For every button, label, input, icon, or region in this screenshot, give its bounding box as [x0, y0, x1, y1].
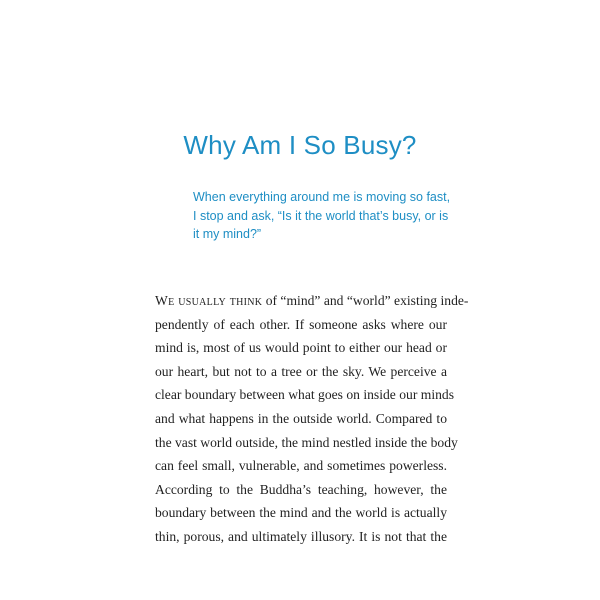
- body-line: the vast world outside, the mind nestled inside the body: [155, 434, 458, 450]
- epigraph-line: I stop and ask, “Is it the world that’s busy, or is: [193, 208, 449, 223]
- body-line-first: [155, 289, 469, 313]
- body-line: and what happens in the outside world. Compared to: [155, 410, 447, 426]
- body-line: pendently of each other. If someone asks where our: [155, 316, 447, 332]
- body-line: our heart, but not to a tree or the sky. We perceive a: [155, 363, 447, 379]
- body-line: can feel small, vulnerable, and sometimes powerless.: [155, 458, 447, 474]
- body-line: thin, porous, and ultimately illusory. It is not that the: [155, 528, 447, 544]
- body-line: According to the Buddha’s teaching, however, the: [155, 481, 447, 497]
- body-line: boundary between the mind and the world is actually: [155, 505, 447, 521]
- body-text: [155, 289, 469, 549]
- chapter-title: Why Am I So Busy?: [183, 130, 417, 160]
- chapter-epigraph: [193, 188, 451, 244]
- body-line: clear boundary between what goes on inside our minds: [155, 387, 454, 403]
- body-line: mind is, most of us would point to either our head or: [155, 340, 447, 356]
- lead-in-smallcaps: We usually think: [155, 293, 263, 308]
- epigraph-line: it my mind?”: [193, 227, 262, 241]
- epigraph-line: When everything around me is moving so fast,: [193, 190, 451, 204]
- first-line-rest: of “mind” and “world” existing inde-: [262, 293, 469, 308]
